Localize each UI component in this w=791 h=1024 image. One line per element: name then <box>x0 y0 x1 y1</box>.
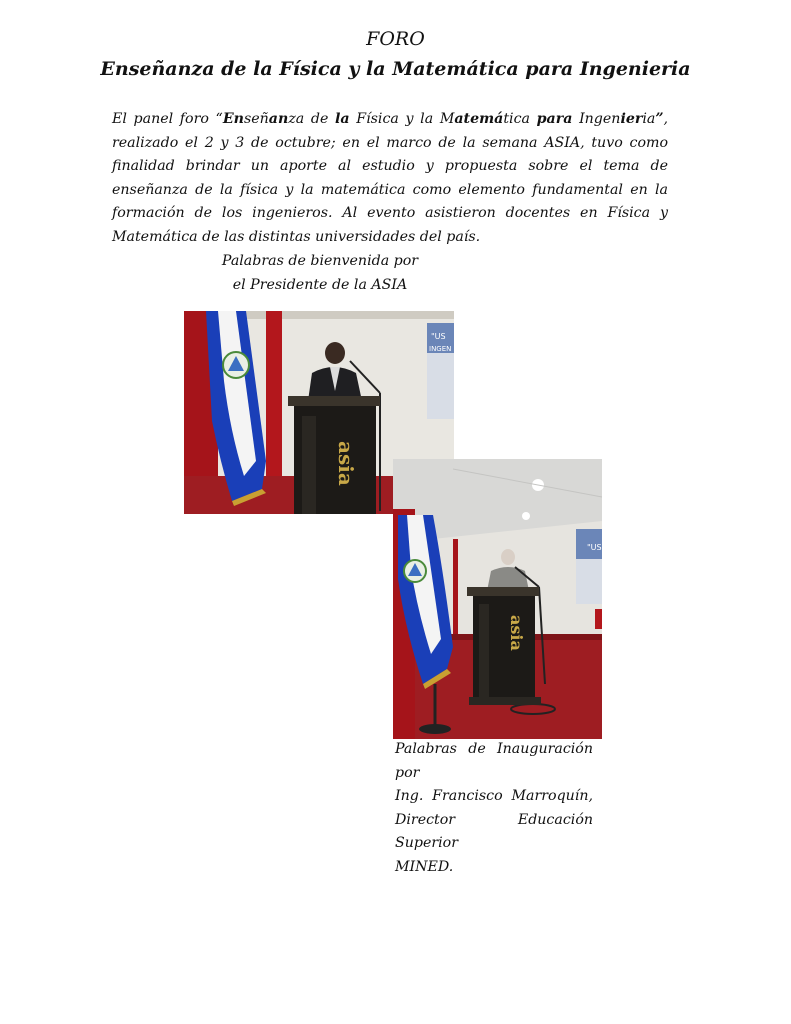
document-header-label: FORO <box>366 28 425 50</box>
document-title: Enseñanza de la Física y la Matemática para Ingenieria <box>100 58 691 80</box>
intro-bold-4: atemá <box>454 111 504 127</box>
intro-text-7: ia <box>642 111 656 127</box>
inauguration-photo <box>393 459 602 739</box>
banner-text-2: INGEN <box>429 345 452 353</box>
intro-bold-3: la <box>335 111 350 127</box>
intro-text-8: , realizado el 2 y 3 de octubre; en el marco de la semana ASIA, tuvo como finalidad brindar un aporte al estudio y propuesta sobre el tema de enseñanza de la física y la matemática como elemento fundamental en la formación de los ingenieros. Al evento asistieron docentes en Física y Matemática de las distintas universidades del país. <box>112 111 669 245</box>
intro-text-2: señ <box>243 111 269 127</box>
banner-text-1: "US <box>431 332 446 341</box>
intro-bold-6: ier <box>620 111 643 127</box>
podium-text-b: asia <box>507 615 526 651</box>
intro-bold-1: En <box>222 111 244 127</box>
intro-text-4: Física y la M <box>349 111 455 127</box>
inauguration-photo-illustration <box>393 459 602 739</box>
inauguration-caption-line-2: Ing. Francisco Marroquín, <box>395 788 593 804</box>
inauguration-caption <box>395 738 593 879</box>
welcome-caption-line-2: el Presidente de la ASIA <box>232 276 408 293</box>
intro-text-1: El panel foro “ <box>112 111 223 127</box>
podium-text: asia <box>334 441 358 486</box>
welcome-caption-line-1: Palabras de bienvenida por <box>221 253 419 269</box>
intro-paragraph <box>112 108 668 249</box>
inauguration-caption-line-4: MINED. <box>395 858 454 875</box>
intro-bold-5: para <box>536 111 573 127</box>
intro-text-3: za de <box>288 111 336 127</box>
intro-bold-7: ” <box>655 111 664 127</box>
intro-text-6: Ingen <box>572 111 621 127</box>
welcome-caption <box>210 250 430 297</box>
intro-bold-2: an <box>268 111 289 127</box>
inauguration-caption-line-3: Director Educación Superior <box>395 811 593 851</box>
intro-text-5: tica <box>503 111 537 127</box>
banner-text-1b: "US <box>587 543 602 552</box>
inauguration-caption-line-1: Palabras de Inauguración por <box>395 741 593 781</box>
